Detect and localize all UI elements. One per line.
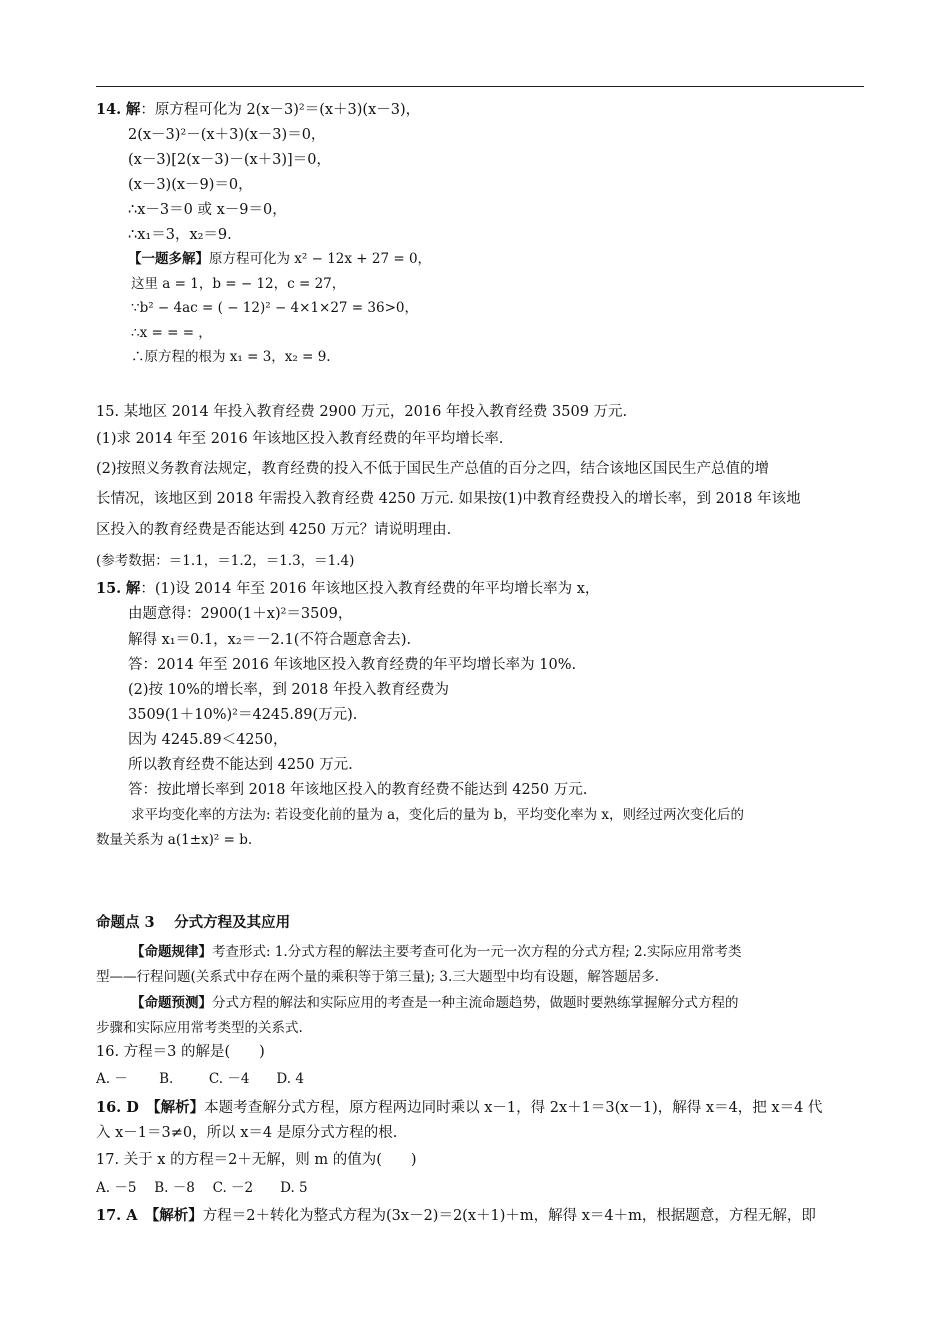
header-rule bbox=[96, 86, 864, 87]
q14-alt-solution: 【一题多解】原方程可化为 x² − 12x + 27 = 0， bbox=[128, 251, 432, 267]
q15-tip: 求平均变化率的方法为: 若设变化前的量为 a，变化后的量为 b，平均变化率为 x，则经过两次变化后的 bbox=[131, 807, 745, 823]
section-prediction: 步骤和实际应用常考类型的关系式. bbox=[96, 1020, 303, 1036]
q14-alt-step: ∵b² − 4ac = ( − 12)² − 4×1×27 = 36>0， bbox=[131, 300, 418, 316]
q15-step: 答：按此增长率到 2018 年该地区投入的教育经费不能达到 4250 万元. bbox=[128, 782, 588, 798]
q15-stem: 长情况，该地区到 2018 年需投入教育经费 4250 万元. 如果按(1)中教育经费投入的增长率，到 2018 年该地 bbox=[96, 491, 801, 507]
q16-options: A. － B. C. －4 D. 4 bbox=[96, 1071, 304, 1087]
q15-step: 3509(1＋10%)²＝4245.89(万元). bbox=[128, 707, 358, 723]
q15-step: 答：2014 年至 2016 年该地区投入教育经费的年平均增长率为 10%. bbox=[128, 657, 577, 673]
q15-step: 解得 x₁＝0.1，x₂＝－2.1(不符合题意舍去). bbox=[128, 632, 412, 648]
q14-alt-step: ∴原方程的根为 x₁ = 3，x₂ = 9. bbox=[131, 349, 331, 365]
q17-stem: 17. 关于 x 的方程＝2＋无解，则 m 的值为( ) bbox=[96, 1152, 417, 1168]
section-rule: 【命题规律】考查形式: 1.分式方程的解法主要考查可化为一元一次方程的分式方程; 2.实际应用常考类 bbox=[131, 944, 742, 960]
section-prediction: 【命题预测】分式方程的解法和实际应用的考查是一种主流命题趋势，做题时要熟练掌握解分式方程的 bbox=[131, 995, 739, 1011]
q16-answer: 入 x－1＝3≠0，所以 x＝4 是原分式方程的根. bbox=[96, 1125, 398, 1141]
q14-step: (x－3)(x－9)＝0， bbox=[128, 177, 253, 193]
section-rule: 型——行程问题(关系式中存在两个量的乘积等于第三量); 3.三大题型中均有设题，解答题居多. bbox=[96, 969, 660, 985]
q15-tip: 数量关系为 a(1±x)² = b. bbox=[96, 832, 253, 848]
q15-reference-data: (参考数据：＝1.1，＝1.2，＝1.3，＝1.4) bbox=[96, 553, 355, 569]
section-title: 命题点 3 分式方程及其应用 bbox=[96, 914, 291, 931]
q17-options: A. －5 B. －8 C. －2 D. 5 bbox=[96, 1180, 308, 1196]
q16-stem: 16. 方程＝3 的解是( ) bbox=[96, 1044, 265, 1060]
q15-step: 因为 4245.89＜4250， bbox=[128, 732, 288, 748]
q14-alt-step: ∴x = = = ， bbox=[131, 325, 212, 341]
q15-stem: (2)按照义务教育法规定，教育经费的投入不低于国民生产总值的百分之四，结合该地区国民生产总值的增 bbox=[96, 461, 770, 477]
q14-step: ∴x₁＝3，x₂＝9. bbox=[128, 227, 232, 243]
q14-step: ∴x－3＝0 或 x－9＝0， bbox=[128, 202, 287, 218]
q15-stem: (1)求 2014 年至 2016 年该地区投入教育经费的年平均增长率. bbox=[96, 431, 504, 447]
q15-stem: 15. 某地区 2014 年投入教育经费 2900 万元，2016 年投入教育经费 3509 万元. bbox=[96, 404, 628, 420]
q14-answer-head: 14. 解：原方程可化为 2(x－3)²＝(x＋3)(x－3)， bbox=[96, 101, 421, 118]
q16-answer: 16. D 【解析】本题考查解分式方程，原方程两边同时乘以 x－1，得 2x＋1＝3(x－1)，解得 x＝4，把 x＝4 代 bbox=[96, 1099, 823, 1116]
q15-stem: 区投入的教育经费是否能达到 4250 万元？请说明理由. bbox=[96, 522, 452, 538]
q15-step: (2)按 10%的增长率，到 2018 年投入教育经费为 bbox=[128, 682, 449, 698]
q14-step: 2(x－3)²－(x＋3)(x－3)＝0， bbox=[128, 127, 326, 143]
q17-answer: 17. A 【解析】方程＝2＋转化为整式方程为(3x－2)＝2(x＋1)＋m，解得 x＝4＋m，根据题意，方程无解，即 bbox=[96, 1207, 816, 1224]
q14-step: (x－3)[2(x－3)－(x＋3)]＝0， bbox=[128, 152, 331, 168]
q15-answer-head: 15. 解：(1)设 2014 年至 2016 年该地区投入教育经费的年平均增长率为 x， bbox=[96, 580, 600, 597]
q14-alt-step: 这里 a = 1，b = − 12，c = 27， bbox=[131, 276, 346, 292]
q15-step: 所以教育经费不能达到 4250 万元. bbox=[128, 757, 353, 773]
q15-step: 由题意得：2900(1＋x)²＝3509， bbox=[128, 606, 353, 622]
